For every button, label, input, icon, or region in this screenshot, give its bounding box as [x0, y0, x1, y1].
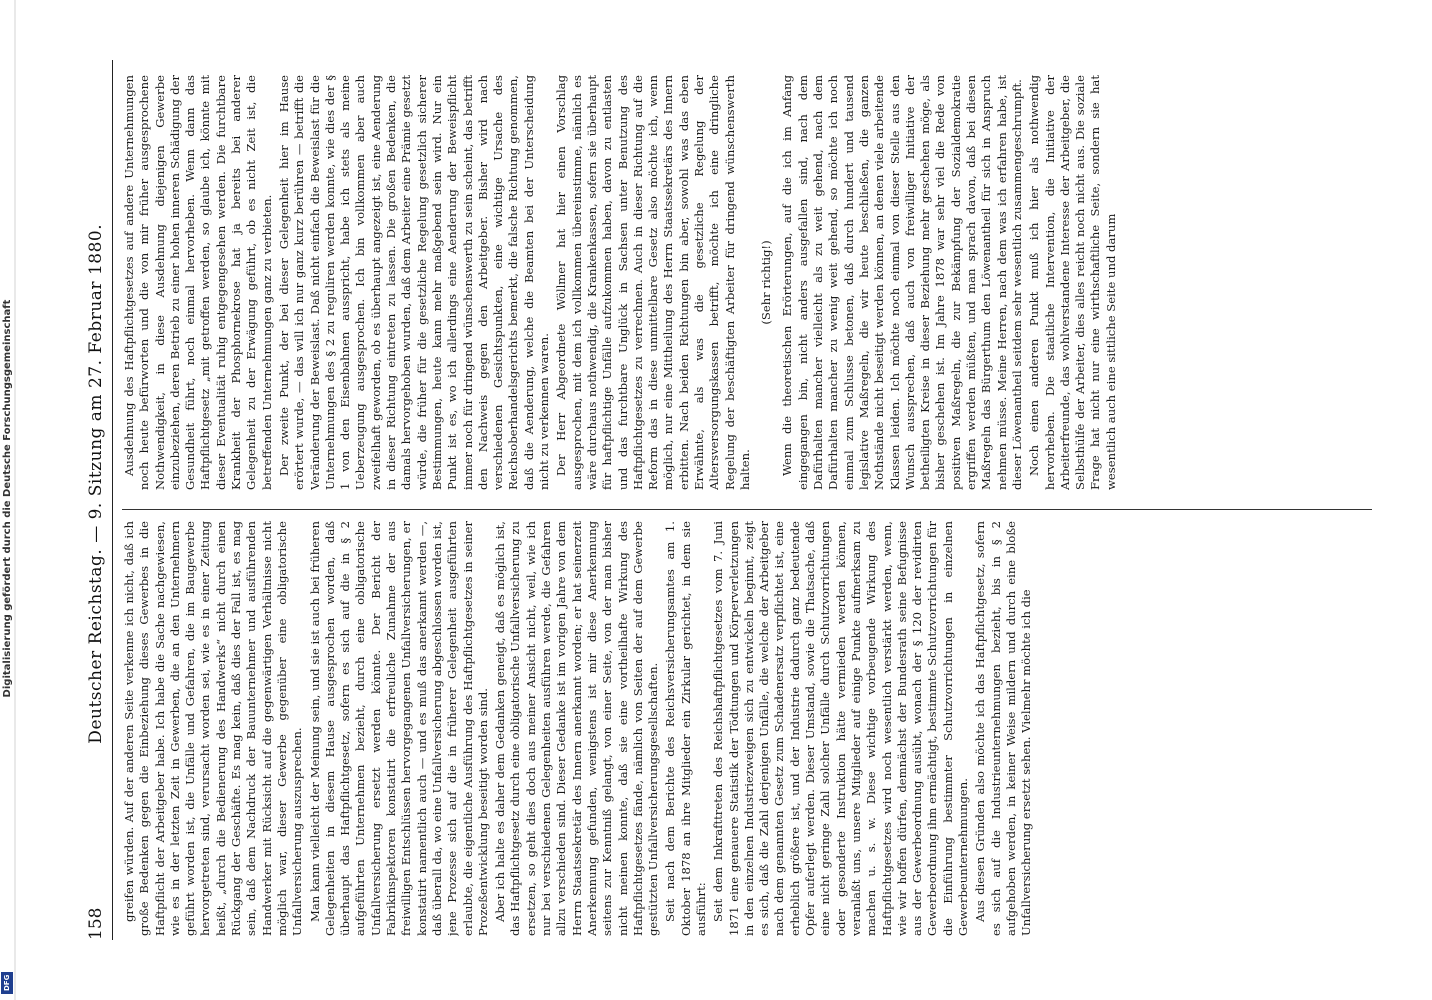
left-column — [122, 521, 1372, 936]
paragraph: Seit dem Inkrafttreten des Reichshaftpflichtgesetzes vom 7. Juni 1871 eine genauere Statistik der Tödtungen und Körperverletzungen in den einzelnen Industriezweigen sich zu entwickeln beginnt, zeigt es sich, daß die Zahl derjenigen Unfälle, die welche der Arbeitgeber nach dem genannten Gesetz zum Schadenersatz verpflichtet ist, eine erheblich größere ist, und der Industrie dadurch ganz bedeutende Opfer auferlegt werden. Dieser Umstand, sowie die Thatsache, daß eine nicht geringe Zahl solcher Unfälle durch Schutzvorrichtungen oder gesonderte Instruktion hätte vermieden werden können, veranlaßt uns, unsere Mitglieder auf einige Punkte aufmerksam zu machen u. s. w. Diese wichtige vorbeugende Wirkung des Haftpflichtgesetzes wird noch wesentlich verstärkt werden, wenn, wie wir hoffen dürfen, demnächst der Bundesrath seine Befugnisse aus der Gewerbeordnung ausübt, wonach der § 120 der revidirten Gewerbeordnung ihm ermächtigt, bestimmte Schutzvorrichtungen für die Einführung bestimmter Schutzvorrichtungen in einzelnen Gewerbeunternehmungen. — [711, 521, 971, 936]
paragraph: Wenn die theoretischen Erörterungen, auf die ich im Anfang eingegangen bin, nicht anders ausgefallen sind, nach dem Dafürhalten mancher vielleicht als zu weit gehend, nach dem Dafürhalten mancher zu wenig weit gehend, so möchte ich noch einmal zum Schlusse betonen, daß durch hundert und tausend legislative Maßregeln, die wir heute beschließen, die ganzen Nothstände nicht beseitigt werden können, an denen viele arbeitende Klassen leiden. Ich möchte noch einmal von dieser Stelle aus den Wunsch aussprechen, daß auch von freiwilliger Initiative der betheiligten Kreise in dieser Beziehung mehr geschehen möge, als bisher geschehen ist. Im Jahre 1878 war sehr viel die Rede von positiven Maßregeln, die zur Bekämpfung der Sozialdemokratie ergriffen werden müßten, und man sprach davon, daß bei diesen Maßregeln das Bürgerthum den Löwenantheil für sich in Anspruch nehmen müsse. Meine Herren, nach dem was ich erfahren habe, ist dieser Löwenantheil seitdem sehr wesentlich zusammengeschrumpft. — [780, 75, 1024, 490]
dfg-logo: DFG — [1, 972, 13, 994]
right-column — [122, 75, 1372, 490]
paragraph: Der zweite Punkt, der bei dieser Gelegenheit hier im Hause erörtert wurde, — das will ich nur ganz kurz berühren — betrifft die Veränderung der Beweislast. Daß nicht einfach die Beweislast für die Unternehmungen des § 2 zu reguliren werden konnte, wie dies der § 1 von den Eisenbahnen ausspricht, habe ich stets als meine Ueberzeugung ausgesprochen. Ich bin vollkommen aber auch zweifelhaft geworden, ob es überhaupt angezeigt ist, eine Aenderung in dieser Richtung eintreten zu lassen. Die großen Bedenken, die damals hervorgehoben wurden, daß dem Arbeiter eine Prämie gesetzt würde, die früher für die gesetzliche Regelung gesetzlich sicherer Bestimmungen, heute kann mehr maßgebend sein wird. Nur ein Punkt ist es, wo ich allerdings eine Aenderung der Beweispflicht immer noch für dringend wünschenswerth zu sein scheint, das betrifft den Nachweis gegen den Arbeitgeber. Bisher wird nach verschiedenen Gesichtspunkten, eine wichtige Ursache des Reichsoberhandelsgerichts bemerkt, die falsche Richtung genommen, daß die Aenderung, welche die Beamten bei der Unterscheidung nicht zu verkennen waren. — [276, 75, 552, 490]
paragraph: Man kann vielleicht der Meinung sein, und sie ist auch bei früheren Gelegenheiten in diesem Hause ausgesprochen worden, daß überhaupt das Haftpflichtgesetz, sofern es sich auf die in § 2 aufgeführten Unternehmen bezieht, durch eine obligatorische Unfallversicherung ersetzt werden könnte. Der Bericht der Fabrikinspektoren konstatirt die erfreuliche Zunahme der aus freiwilligen Entschlüssen hervorgegangenen Unfallversicherungen, er konstatirt namentlich auch — und es muß das anerkannt werden —, daß überall da, wo eine Unfallversicherung abgeschlossen worden ist, jene Prozesse sich auf die in früherer Gelegenheit ausgeführten erlaubte, die eigentliche Ausführung des Haftpflichtgesetzes in seiner Prozeßentwicklung beseitigt worden sind. — [307, 521, 490, 936]
header-rule — [112, 60, 113, 940]
paragraph: Noch einen anderen Punkt muß ich hier als nothwendig hervorheben. Die staatliche Intervention, die Initiative der Arbeiterfreunde, das wohlverstandene Interesse der Arbeitgeber, die Selbsthülfe der Arbeiter, dies alles reicht noch nicht aus. Die soziale Frage hat nicht nur eine wirthschaftliche Seite, sondern sie hat wesentlich auch eine sittliche Seite und darum — [1027, 75, 1118, 490]
credit-text: Digitalisierung gefördert durch die Deutsche Forschungsgemeinschaft — [2, 299, 13, 698]
paragraph: Seit nach dem Berichte des Reichsversicherungsamtes am 1. Oktober 1878 an ihre Mitglieder ein Zirkular gerichtet, in dem sie ausführt: — [663, 521, 708, 936]
paragraph: Der Herr Abgeordnete Wöllmer hat hier einen Vorschlag ausgesprochen, mit dem ich vollkommen übereinstimme, nämlich es wäre durchaus nothwendig, die Krankenkassen, sofern sie überhaupt für haftpflichtige Unfälle aufzukommen haben, davon zu entlasten und das furchtbare Unglück in Sachsen unter Benutzung des Haftpflichtgesetzes zu verrechnen. Auch in dieser Richtung auf die Reform das in diese unmittelbare Gesetz also möchte ich, wenn möglich, nur eine Mittheilung des Herrn Staatssekretärs des Innern erbitten. Nach beiden Richtungen bin aber, sowohl was das eben Erwähnte, als was die gesetzliche Regelung der Altersversorgungskassen betrifft, möchte ich eine dringliche Regelung der beschäftigten Arbeiter für dringend wünschenswerth halten. — [554, 75, 752, 490]
page-title: Deutscher Reichstag. — 9. Sitzung am 27. Februar 1880. — [86, 223, 106, 744]
paragraph: greifen würden. Auf der anderen Seite verkenne ich nicht, daß ich große Bedenken gegen die Einbeziehung dieses Gewerbes in die Haftpflicht der Arbeitgeber habe. Ich habe die Sache nachgewiesen, wie es in der letzten Zeit in Gewerben, die an den Unternehmern geführt worden ist, die Unfälle und Gefahren, die im Baugewerbe hervorgetreten sind, verursacht worden sei, wie es in einer Zeitung heißt, „durch die Bedienerung des Handwerks“ nicht durch einen Rückgang der Geschäfte. Es mag kein, daß dies der Fall ist, es mag sein, daß dem Nachdruck der Bauunternehmer und ausführenden Handwerker mit Rücksicht auf die gegenwärtigen Verhältnisse nicht möglich war, dieser Gewerbe gegenüber eine obligatorische Unfallversicherung auszusprechen. — [122, 521, 305, 936]
page-number: 158 — [86, 907, 106, 940]
paragraph: (Sehr richtig!) — [759, 240, 774, 325]
page-header — [86, 60, 106, 940]
column-divider — [122, 509, 1372, 510]
paragraph: Ausdehnung des Haftpflichtgesetzes auf andere Unternehmungen noch heute befürworten und die von mir früher ausgesprochene Nothwendigkeit, in diese Ausdehnung diejenigen Gewerbe einzubeziehen, deren Betrieb zu einer hohen inneren Schädigung der Gesundheit führt, noch einmal hervorheben. Wenn dann das Haftpflichtgesetz „mit getroffen werden, so glaube ich, könnte mit dieser Eventualität ruhig entgegengesehen werden. Die furchtbare Krankheit der Phosphornekrose hat ja bereits bei anderer Gelegenheit zu der Erwägung geführt, ob es nicht Zeit ist, die betreffenden Unternehmungen ganz zu verbieten. — [122, 75, 274, 490]
paragraph: Aber ich halte es daher dem Gedanken geneigt, daß es möglich ist, das Haftpflichtgesetz durch eine obligatorische Unfallversicherung zu ersetzen, so geht dies doch aus meiner Ansicht nicht, weil, wie ich nur bei verschiedenen Gelegenheiten ausführen werde, die Gefahren allzu verschieden sind. Dieser Gedanke ist im vorigen Jahre von dem Herrn Staatssekretär des Innern anerkannt worden; er hat seinerzeit Anerkennung gefunden, wenigstens ist mir diese Anerkennung seitens zur Kenntniß gelangt, von einer Seite, von der man bisher nicht meinen konnte, daß sie eine vortheilhafte Wirkung des Haftpflichtgesetzes fände, nämlich von Seiten der auf dem Gewerbe gestützten Unfallversicherungsgesellschaften. — [493, 521, 661, 936]
paragraph: Aus diesen Gründen also möchte ich das Haftpflichtgesetz, sofern es sich auf die Industrieunternehmungen bezieht, bis in § 2 aufgehoben werden, in keiner Weise mildern und durch eine bloße Unfallversicherung ersetzt sehen. Vielmehr möchte ich die — [973, 521, 1034, 936]
